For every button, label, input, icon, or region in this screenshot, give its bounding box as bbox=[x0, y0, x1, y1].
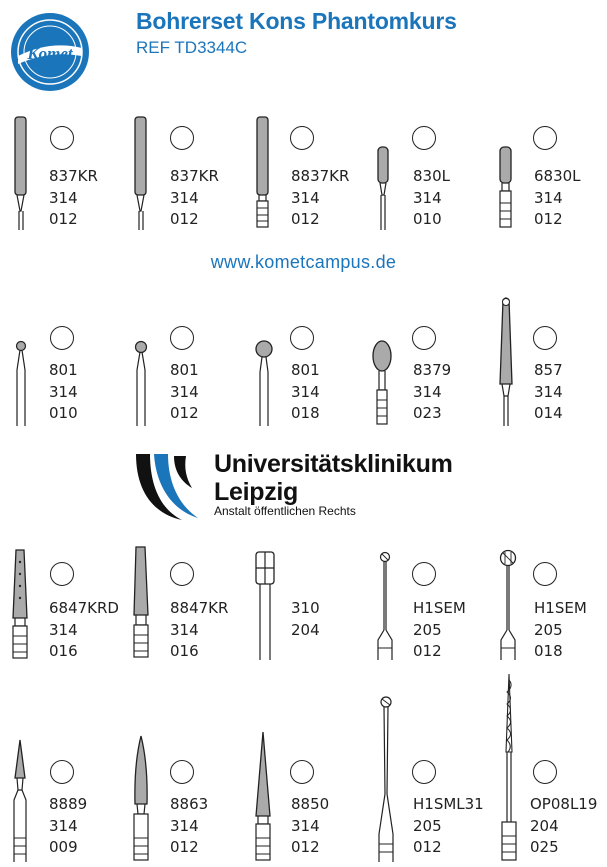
bur-857-icon bbox=[494, 296, 518, 426]
bur-code: 801 314 010 bbox=[49, 361, 78, 422]
bur-6847krd-icon bbox=[8, 548, 32, 660]
bur-6830l-icon bbox=[494, 145, 518, 230]
bur-code: 8379 314 023 bbox=[413, 361, 452, 422]
bur-code: 8837KR 314 012 bbox=[291, 167, 350, 228]
bur-code: H1SEM 205 018 bbox=[534, 599, 587, 660]
bur-8837kr-icon bbox=[251, 115, 275, 230]
selection-circle bbox=[170, 760, 194, 784]
selection-circle bbox=[290, 326, 314, 350]
selection-circle bbox=[533, 562, 557, 586]
selection-circle bbox=[170, 562, 194, 586]
bur-h1sml31-icon bbox=[372, 694, 400, 862]
bur-code: 8847KR 314 016 bbox=[170, 599, 229, 660]
selection-circle bbox=[533, 126, 557, 150]
bur-code: 837KR 314 012 bbox=[170, 167, 219, 228]
bur-code: 801 314 012 bbox=[170, 361, 199, 422]
bur-code: 857 314 014 bbox=[534, 361, 563, 422]
bur-837kr-icon bbox=[130, 115, 152, 230]
bur-h1sem-icon bbox=[372, 550, 398, 660]
selection-circle bbox=[412, 326, 436, 350]
university-emblem-icon bbox=[132, 452, 212, 524]
bur-code: H1SEM 205 012 bbox=[413, 599, 466, 660]
komet-logo bbox=[10, 12, 90, 92]
selection-circle bbox=[533, 760, 557, 784]
selection-circle bbox=[290, 126, 314, 150]
selection-circle bbox=[290, 760, 314, 784]
university-logo bbox=[132, 452, 492, 524]
reference-number: REF TD3344C bbox=[136, 38, 248, 57]
selection-circle bbox=[170, 326, 194, 350]
selection-circle bbox=[412, 126, 436, 150]
svg-text:Komet: Komet bbox=[27, 44, 73, 63]
selection-circle bbox=[50, 126, 74, 150]
website-link[interactable]: www.kometcampus.de bbox=[210, 252, 397, 272]
selection-circle bbox=[533, 326, 557, 350]
bur-code: H1SML31 205 012 bbox=[413, 795, 484, 856]
bur-8889-icon bbox=[8, 738, 32, 862]
selection-circle bbox=[50, 562, 74, 586]
bur-837kr-icon bbox=[10, 115, 32, 230]
bur-code: 830L 314 010 bbox=[413, 167, 450, 228]
university-subtitle: Anstalt öffentlichen Rechts bbox=[214, 504, 356, 518]
university-name: Universitätsklinikum Leipzig bbox=[214, 450, 453, 506]
bur-code: 310 204 bbox=[291, 599, 320, 639]
bur-h1sem-icon bbox=[494, 548, 522, 660]
bur-801-round-icon bbox=[251, 338, 277, 426]
bur-8850-icon bbox=[250, 730, 276, 862]
bur-op08l19-spiral-icon bbox=[494, 672, 524, 862]
bur-code: 6830L 314 012 bbox=[534, 167, 581, 228]
selection-circle bbox=[50, 326, 74, 350]
bur-801-round-icon bbox=[130, 338, 152, 426]
bur-code: 6847KRD 314 016 bbox=[49, 599, 119, 660]
bur-code: 837KR 314 012 bbox=[49, 167, 98, 228]
bur-code: 8889 314 009 bbox=[49, 795, 88, 856]
bur-801-round-icon bbox=[10, 338, 32, 426]
selection-circle bbox=[412, 562, 436, 586]
bur-8847kr-icon bbox=[128, 545, 154, 660]
selection-circle bbox=[50, 760, 74, 784]
selection-circle bbox=[412, 760, 436, 784]
bur-830l-icon bbox=[372, 145, 396, 230]
bur-8863-icon bbox=[128, 734, 154, 862]
bur-code: 8850 314 012 bbox=[291, 795, 330, 856]
bur-code: OP08L19 204 025 bbox=[530, 795, 598, 856]
bur-code: 8863 314 012 bbox=[170, 795, 209, 856]
bur-8379-egg-icon bbox=[370, 338, 396, 426]
bur-310-mandrel-icon bbox=[250, 550, 280, 660]
selection-circle bbox=[170, 126, 194, 150]
bur-code: 801 314 018 bbox=[291, 361, 320, 422]
page-title: Bohrerset Kons Phantomkurs bbox=[136, 8, 457, 34]
